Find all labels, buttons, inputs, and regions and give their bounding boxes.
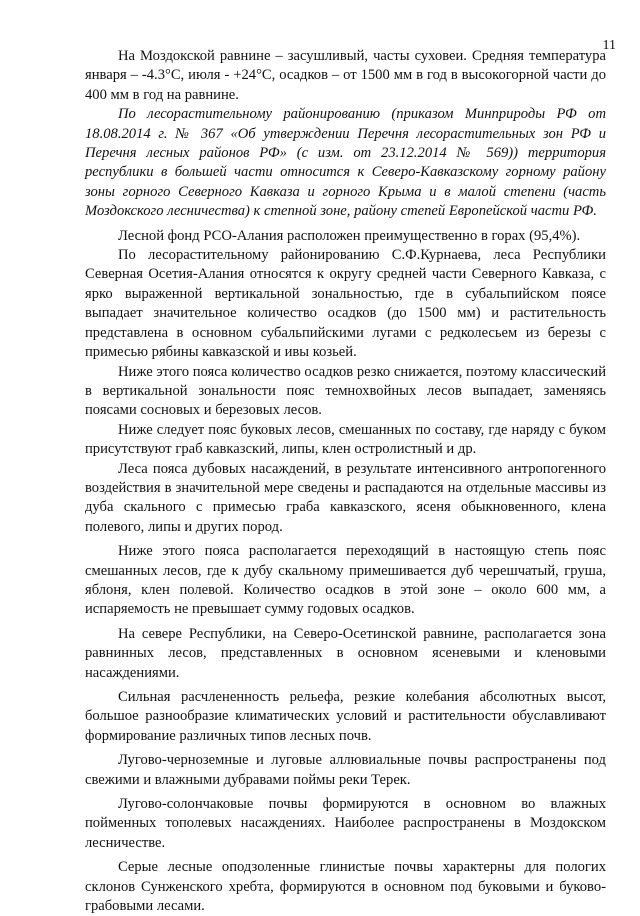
document-body [85, 47, 606, 916]
paragraph-meadow-chernozem: Лугово-черноземные и луговые аллювиальные почвы распространены под свежими и влажными дубравами поймы реки Терек. [85, 752, 606, 788]
paragraph-kurnaev-zoning: По лесорастительному районированию С.Ф.Курнаева, леса Республики Северная Осетия-Алания относятся к округу средней части Северного Кавказа, с ярко выраженной вертикальной зональностью, где в субальпийском поясе выпадает значительное количество осадков (до 1500 мм) и растительность представлена в основном субальпийскими лугами с редколесьем из березы с примесью рябины кавказской и ивы козьей. [85, 247, 606, 361]
paragraph-relief-soils: Сильная расчлененность рельефа, резкие колебания абсолютных высот, большое разнообразие климатических условий и растительности обуславливают формирование различных типов лесных почв. [85, 689, 606, 744]
page-number: 11 [602, 38, 616, 53]
paragraph-forest-fund: Лесной фонд РСО-Алания расположен преимущественно в горах (95,4%). [118, 227, 581, 244]
paragraph-meadow-saline: Лугово-солончаковые почвы формируются в основном во влажных пойменных тополевых насаждениях. Наиболее распространены в Моздокском лесничестве. [85, 796, 606, 851]
paragraph-dark-conifer-belt: Ниже этого пояса количество осадков резко снижается, поэтому классический в вертикальной зональности пояс темнохвойных лесов выпадает, заменяясь поясами сосновых и березовых лесов. [85, 363, 606, 419]
paragraph-grey-forest-soils: Серые лесные оподзоленные глинистые почвы характерны для пологих склонов Сунженского хребта, формируются в основном под буковыми и буково-грабовыми лесами. [85, 859, 606, 915]
paragraph-forest-zoning-order: По лесорастительному районированию (приказом Минприроды РФ от 18.08.2014 г. № 367 «Об утверждении Перечня лесорастительных зон РФ и Перечня лесных районов РФ» (с изм. от 23.12.2014 № 569)) территория республики в большей части относится к Северо-Кавказскому горному району зоны горного Северного Кавказа и горного Крыма и в малой степени (часть Моздокского лесничества) к степной зоне, району степей Европейской части РФ. [85, 106, 606, 220]
paragraph-climate: На Моздокской равнине – засушливый, часты суховеи. Средняя температура января – -4.3°С, июля - +24°С, осадков – от 1500 мм в год в высокогорной части до 400 мм в год на равнине. [85, 48, 606, 103]
paragraph-mixed-forest-belt: Ниже этого пояса располагается переходящий в настоящую степь пояс смешанных лесов, где к дубу скальному примешивается дуб черешчатый, груша, яблоня, клен полевой. Количество осадков в этой зоне – около 600 мм, а испаряемость не превышает сумму годовых осадков. [85, 543, 606, 618]
paragraph-beech-belt: Ниже следует пояс буковых лесов, смешанных по составу, где наряду с буком присутствуют граб кавказский, липы, клен остролистный и др. [85, 421, 606, 458]
paragraph-plain-forests: На севере Республики, на Северо-Осетинской равнине, располагается зона равнинных лесов, представленных в основном ясеневыми и кленовыми насаждениями. [85, 625, 606, 681]
paragraph-oak-belt: Леса пояса дубовых насаждений, в результате интенсивного антропогенного воздействия в значительной мере сведены и распадаются на отдельные массивы из дуба скального с примесью граба кавказского, ясеня обыкновенного, клена полевого, липы и других пород. [85, 460, 606, 535]
